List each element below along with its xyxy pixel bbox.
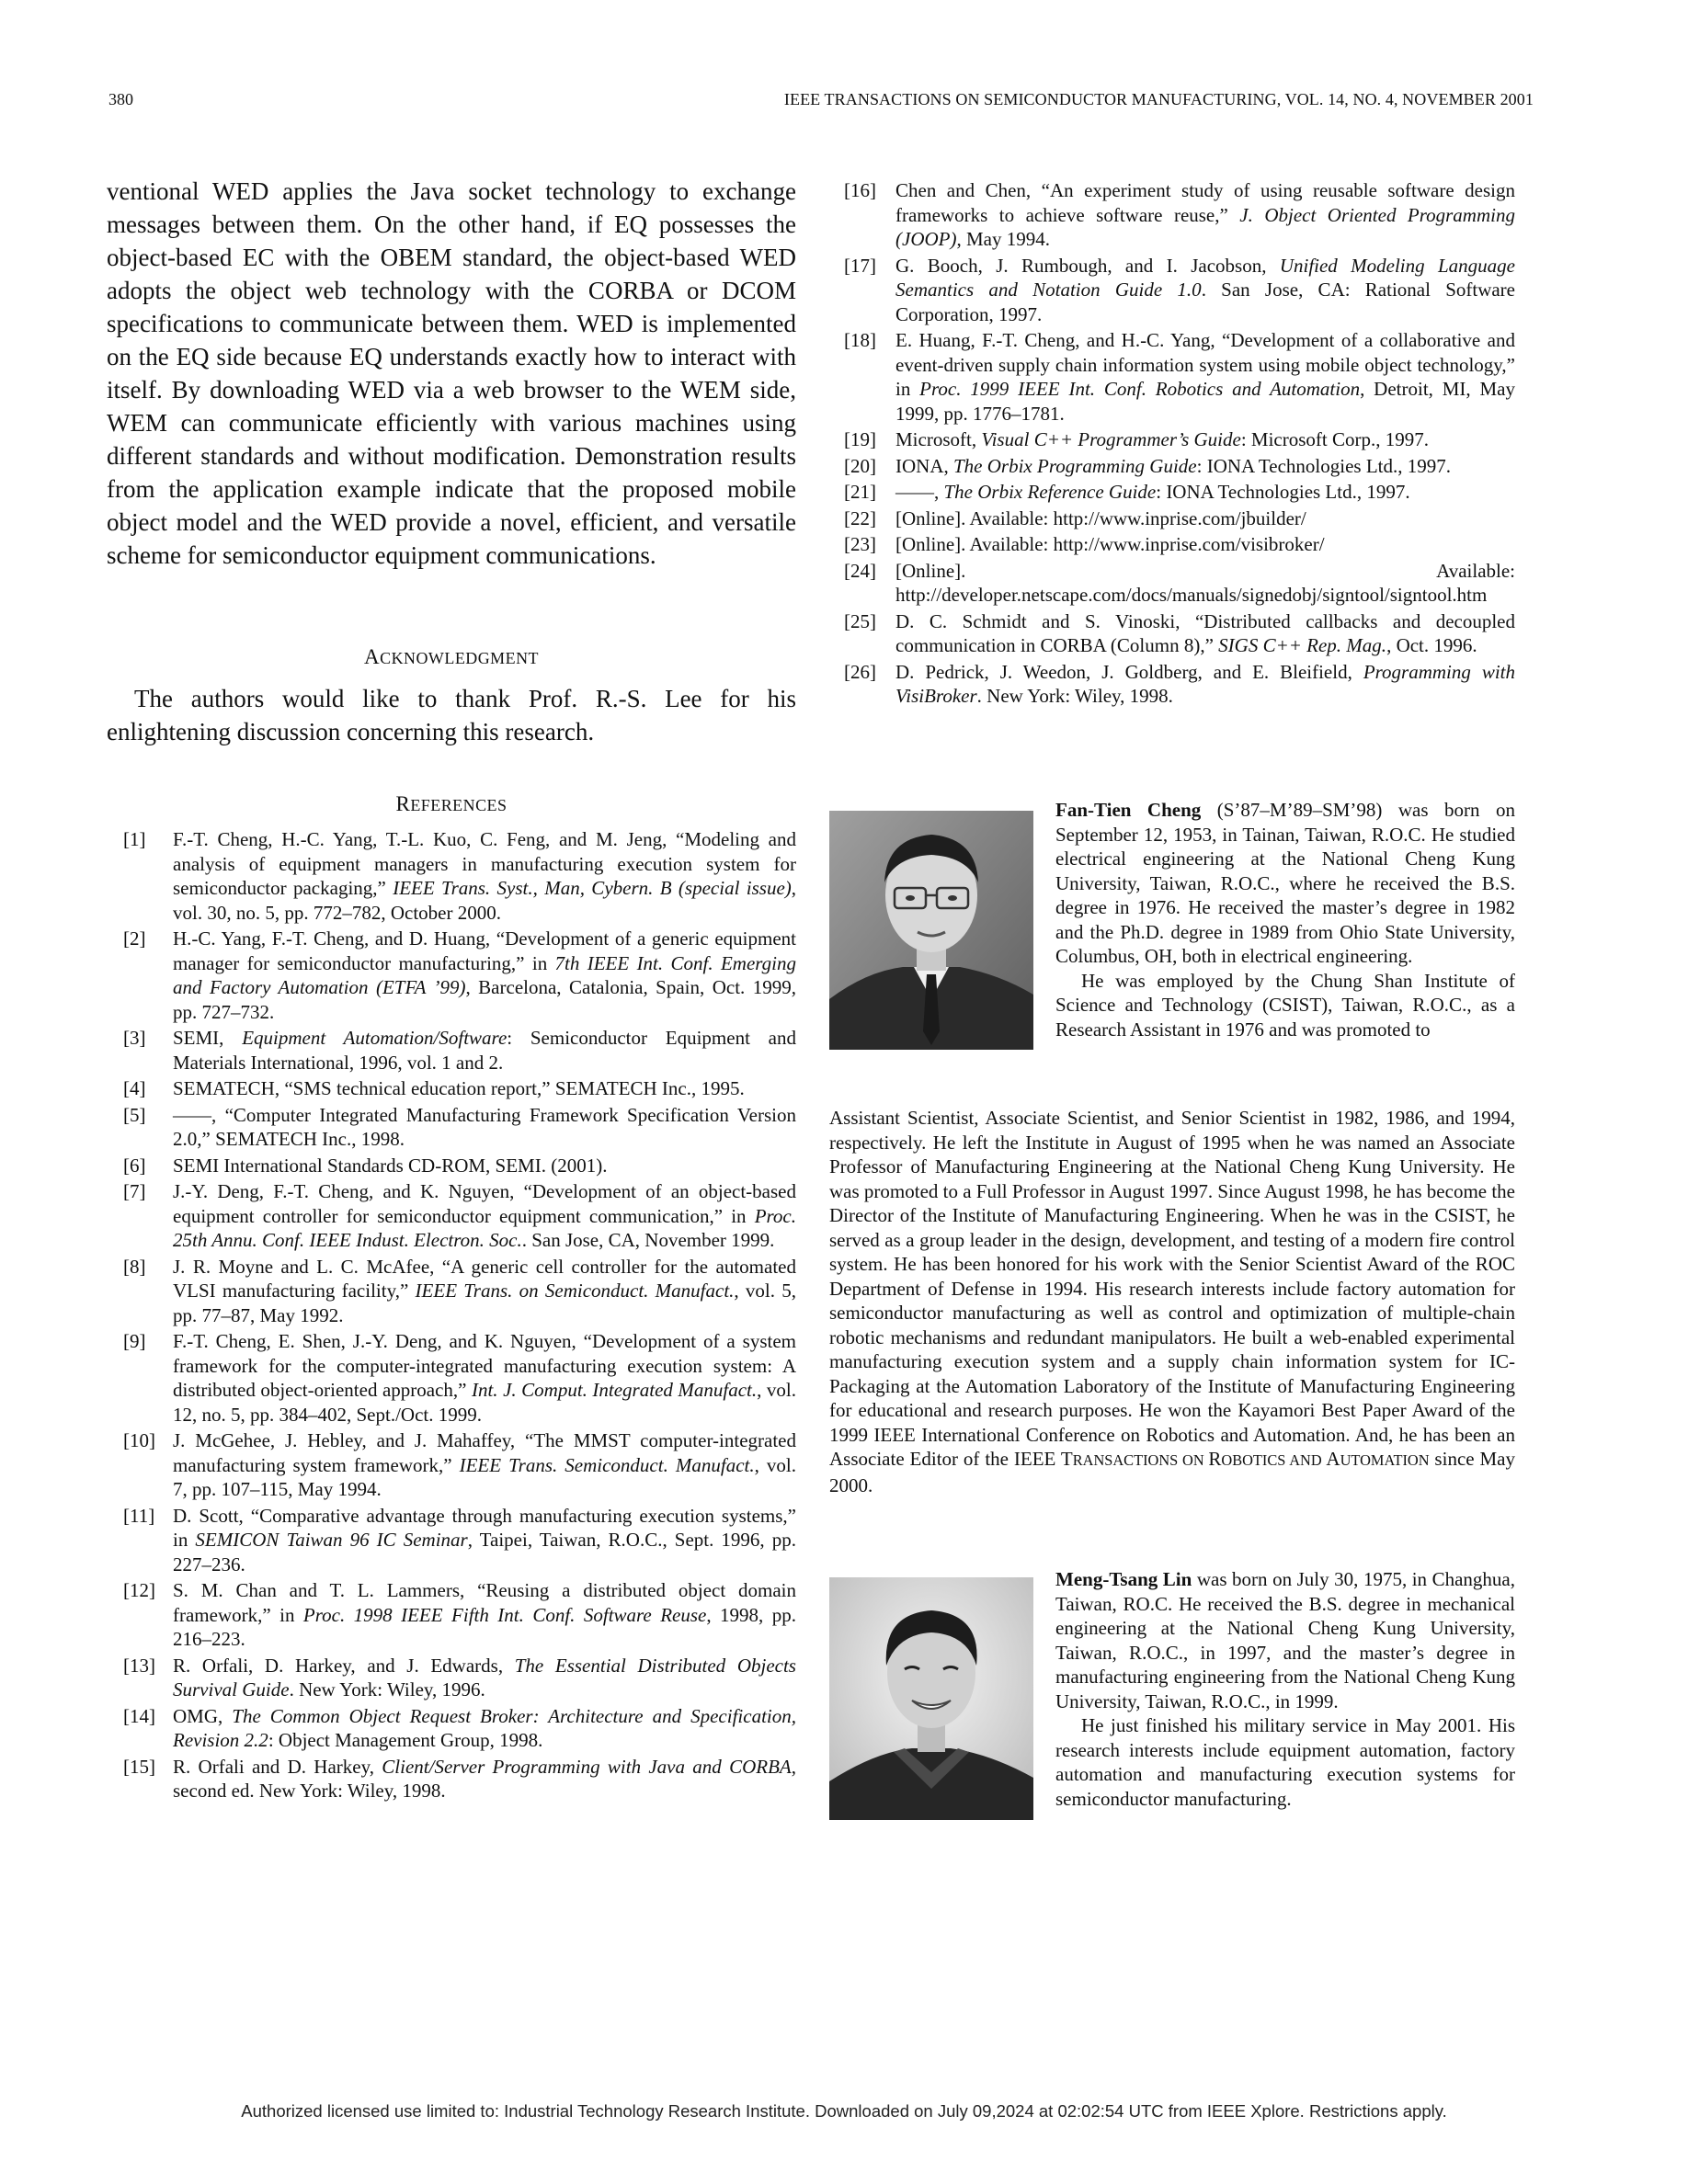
reference-pre: D. Scott, “Comparative advantage through manufacturing execution systems,” in (173, 1504, 796, 1551)
biography-lin (1055, 1567, 1515, 1811)
reference-number: [11] (123, 1504, 155, 1527)
reference-item (844, 254, 1515, 327)
reference-post: , May 1994. (956, 228, 1050, 250)
reference-pre: OMG, (173, 1704, 233, 1727)
reference-item (107, 1103, 796, 1152)
portrait-cheng-graphic (829, 811, 1033, 1050)
reference-ital: The Orbix Reference Guide (943, 481, 1157, 503)
reference-pre: IONA, (895, 454, 953, 477)
reference-pre: D. Pedrick, J. Weedon, J. Goldberg, and E. Bleifield, (895, 660, 1363, 683)
reference-number: [1] (123, 828, 146, 850)
sc-part: ON (1178, 1451, 1209, 1469)
bio-cheng-intro: (S’87–M’89–SM’98) was born on September 12, 1953, in Tainan, Taiwan, R.O.C. He studied electrical engineering at the National Cheng Kung University, Taiwan, R.O.C., where he received the B.S. degree in 1976. He received the master’s degree in 1982 and the Ph.D. degree in 1989 from Ohio State University, Columbus, OH, both in electrical engineering. (1055, 799, 1515, 967)
reference-ital: Client/Server Programming with Java and CORBA (382, 1755, 792, 1778)
reference-pre: Chen and Chen, “An experiment study of using reusable software design frameworks to achieve software reuse,” (895, 179, 1515, 226)
reference-pre: R. Orfali, D. Harkey, and J. Edwards, (173, 1654, 515, 1677)
reference-pre: Microsoft, (895, 428, 982, 450)
bio-lin-para2: He just finished his military service in May 2001. His research interests include equipment automation, factory automation and manufacturing execution systems for semiconductor manufacturing. (1055, 1714, 1515, 1810)
reference-number: [13] (123, 1654, 155, 1677)
reference-item (844, 559, 1515, 608)
bio-lin-intro: was born on July 30, 1975, in Changhua, Taiwan, RO.C. He received the B.S. degree in mechanical engineering at the National Cheng Kung University, Taiwan, R.O.C., in 1997, and the master’s degree in manufacturing engineering from the National Cheng Kung University, Taiwan, R.O.C., in 1999. (1055, 1568, 1515, 1712)
reference-pre: G. Booch, J. Rumbough, and I. Jacobson, (895, 254, 1280, 277)
sc-part: R (1208, 1448, 1222, 1470)
references-list-left (107, 827, 796, 1805)
bio-cheng-para2-top: He was employed by the Chung Shan Institute of Science and Technology (CSIST), Taiwan, R.O.C., as a Research Assistant in 1976 and was promoted to (1055, 969, 1515, 1041)
reference-ital: SEMICON Taiwan 96 IC Seminar (195, 1529, 468, 1551)
reference-item (107, 1504, 796, 1577)
references-list-right (844, 178, 1515, 711)
reference-item (107, 1578, 796, 1652)
reference-pre: SEMATECH, “SMS technical education report,” SEMATECH Inc., 1995. (173, 1077, 745, 1099)
reference-post: , vol. 5, pp. 77–87, May 1992. (173, 1280, 796, 1326)
reference-post: : Microsoft Corp., 1997. (1240, 428, 1429, 450)
reference-item (844, 178, 1515, 252)
reference-number: [24] (844, 559, 876, 582)
reference-number: [4] (123, 1077, 146, 1099)
reference-post: , vol. 7, pp. 107–115, May 1994. (173, 1453, 796, 1500)
reference-number: [17] (844, 254, 876, 277)
reference-pre: [Online]. Available: http://www.inprise.com/visibroker/ (895, 533, 1325, 555)
reference-number: [3] (123, 1027, 146, 1049)
reference-pre: R. Orfali and D. Harkey, (173, 1755, 382, 1778)
reference-post: , vol. 30, no. 5, pp. 772–782, October 2000. (173, 877, 797, 924)
reference-ital: IEEE Trans. on Semiconduct. Manufact. (415, 1280, 735, 1302)
reference-pre: [Online]. Available: http://developer.netscape.com/docs/manuals/signedobj/signtool/signtool.htm (895, 559, 1515, 606)
reference-item (844, 454, 1515, 479)
reference-pre: ——, (895, 481, 944, 503)
reference-post: : Semiconductor Equipment and Materials International, 1996, vol. 1 and 2. (173, 1027, 796, 1074)
reference-post: : IONA Technologies Ltd., 1997. (1156, 481, 1410, 503)
reference-post: , Barcelona, Catalonia, Spain, Oct. 1999, pp. 727–732. (173, 976, 796, 1023)
reference-number: [18] (844, 329, 876, 351)
reference-number: [12] (123, 1579, 155, 1601)
reference-post: . New York: Wiley, 1996. (289, 1678, 485, 1701)
sc-part: T (1060, 1448, 1073, 1470)
reference-number: [6] (123, 1154, 146, 1177)
reference-pre: F.-T. Cheng, E. Shen, J.-Y. Deng, and K. Nguyen, “Development of a system framework for the computer-integrated manufacturing execution system: A distributed object-oriented approach,” (173, 1330, 796, 1401)
reference-number: [10] (123, 1429, 155, 1451)
reference-item (107, 1179, 796, 1253)
ack-heading-initial: A (363, 645, 381, 668)
reference-pre: ——, “Computer Integrated Manufacturing Framework Specification Version 2.0,” SEMATECH Inc., 1998. (173, 1103, 796, 1150)
reference-post: . San Jose, CA, November 1999. (521, 1229, 775, 1251)
reference-number: [23] (844, 533, 876, 555)
author-photo-lin (829, 1577, 1033, 1820)
reference-item (844, 480, 1515, 505)
reference-item (107, 827, 796, 925)
reference-number: [19] (844, 428, 876, 450)
sc-part: RANSACTIONS (1072, 1451, 1179, 1469)
acknowledgment-text: The authors would like to thank Prof. R.-S. Lee for his enlightening discussion concerning this research. (107, 685, 796, 745)
reference-post: , Detroit, MI, May 1999, pp. 1776–1781. (895, 378, 1515, 425)
license-footer: Authorized licensed use limited to: Industrial Technology Research Institute. Downloaded on July 09,2024 at 02:02:54 UTC from IEEE Xplore. Restrictions apply. (241, 2101, 1447, 2121)
reference-post: . New York: Wiley, 1998. (976, 685, 1173, 707)
ref-heading-initial: R (395, 792, 411, 815)
reference-post: , Taipei, Taiwan, R.O.C., Sept. 1996, pp. 227–236. (173, 1529, 796, 1575)
reference-ital: The Essential Distributed Objects Survival Guide (173, 1654, 796, 1701)
reference-number: [9] (123, 1330, 146, 1352)
reference-number: [8] (123, 1255, 146, 1278)
reference-ital: Equipment Automation/Software (242, 1027, 508, 1049)
reference-pre: S. M. Chan and T. L. Lammers, “Reusing a distributed object domain framework,” in (173, 1579, 796, 1626)
reference-item (107, 1704, 796, 1753)
reference-item (107, 1154, 796, 1178)
reference-ital: SIGS C++ Rep. Mag. (1218, 634, 1387, 656)
reference-ital: Programming with VisiBroker (895, 660, 1516, 707)
reference-item (107, 1654, 796, 1702)
sc-part: OBOTICS AND (1221, 1451, 1327, 1469)
biography-cheng-top (1055, 798, 1515, 1041)
reference-post: : IONA Technologies Ltd., 1997. (1196, 454, 1451, 477)
author-name-cheng: Fan-Tien Cheng (1055, 799, 1202, 821)
reference-pre: [Online]. Available: http://www.inprise.com/jbuilder/ (895, 506, 1306, 529)
reference-ital: Proc. 25th Annu. Conf. IEEE Indust. Electron. Soc. (173, 1204, 796, 1251)
biography-cheng-bottom (829, 1106, 1515, 1497)
reference-number: [7] (123, 1180, 146, 1202)
reference-post: , 1998, pp. 216–223. (173, 1603, 796, 1650)
reference-item (107, 1428, 796, 1502)
author-photo-cheng (829, 811, 1033, 1050)
ref-heading-rest: EFERENCES (410, 796, 508, 814)
reference-ital: 7th IEEE Int. Conf. Emerging and Factory Automation (ETFA ’99) (173, 951, 796, 998)
reference-item (844, 609, 1515, 658)
reference-post: , Oct. 1996. (1386, 634, 1477, 656)
reference-ital: Unified Modeling Language Semantics and Notation Guide 1.0 (895, 254, 1515, 301)
reference-item (107, 1755, 796, 1803)
reference-item (107, 1026, 796, 1075)
reference-number: [25] (844, 609, 876, 632)
reference-post: : Object Management Group, 1998. (268, 1729, 543, 1751)
reference-pre: J.-Y. Deng, F.-T. Cheng, and K. Nguyen, “Development of an object-based equipment controller for semiconductor equipment communication,” in (173, 1180, 796, 1227)
reference-number: [20] (844, 454, 876, 477)
portrait-lin-graphic (829, 1577, 1033, 1820)
reference-pre: E. Huang, F.-T. Cheng, and H.-C. Yang, “Development of a collaborative and event-driven supply chain information system using mobile object technology,” in (895, 329, 1515, 400)
reference-ital: Int. J. Comput. Integrated Manufact. (471, 1379, 758, 1401)
reference-number: [26] (844, 660, 876, 683)
reference-pre: H.-C. Yang, F.-T. Cheng, and D. Huang, “Development of a generic equipment manager for semiconductor manufacturing,” in (173, 927, 796, 974)
reference-item (107, 927, 796, 1024)
reference-number: [15] (123, 1755, 155, 1778)
reference-pre: D. C. Schmidt and S. Vinoski, “Distributed callbacks and decoupled communication in CORBA (Column 8),” (895, 609, 1515, 656)
reference-number: [5] (123, 1103, 146, 1126)
reference-ital: The Common Object Request Broker: Architecture and Specification, Revision 2.2 (173, 1704, 796, 1751)
reference-item (107, 1076, 796, 1101)
sc-part: A (1326, 1448, 1340, 1470)
reference-item (107, 1255, 796, 1328)
sc-part: UTOMATION (1340, 1451, 1430, 1469)
body-paragraph: ventional WED applies the Java socket technology to exchange messages between them. On the other hand, if EQ possesses the object-based EC with the OBEM standard, the object-based WED adopts the object web technology with the CORBA or DCOM specifications to communicate between them. WED is implemented on the EQ side because EQ understands exactly how to interact with itself. By downloading WED via a web browser to the WEM side, WEM can communicate efficiently with various machines using different standards and without modification. Demonstration results from the application example indicate that the proposed mobile object model and the WED provide a novel, efficient, and versatile scheme for semiconductor equipment communications. (107, 177, 796, 569)
reference-item (844, 506, 1515, 531)
reference-ital: IEEE Trans. Semiconduct. Manufact. (459, 1453, 755, 1476)
running-head: IEEE TRANSACTIONS ON SEMICONDUCTOR MANUFACTURING, VOL. 14, NO. 4, NOVEMBER 2001 (783, 90, 1534, 108)
reference-ital: Proc. 1998 IEEE Fifth Int. Conf. Software Reuse (302, 1603, 707, 1626)
author-name-lin: Meng-Tsang Lin (1055, 1568, 1192, 1590)
reference-ital: Proc. 1999 IEEE Int. Conf. Robotics and Automation (919, 378, 1361, 400)
reference-pre: F.-T. Cheng, H.-C. Yang, T.-L. Kuo, C. Feng, and M. Jeng, “Modeling and analysis of equipment managers in manufacturing execution system for semiconductor packaging,” (173, 828, 796, 899)
reference-number: [14] (123, 1704, 155, 1727)
reference-number: [2] (123, 927, 146, 950)
reference-pre: SEMI, (173, 1027, 243, 1049)
reference-item (844, 660, 1515, 709)
bio-cheng-tail: since May 2000. (829, 1448, 1515, 1496)
reference-post: , vol. 12, no. 5, pp. 384–402, Sept./Oct. 1999. (173, 1379, 796, 1426)
reference-ital: Visual C++ Programmer’s Guide (981, 428, 1241, 450)
reference-number: [22] (844, 506, 876, 529)
reference-item (107, 1329, 796, 1427)
reference-pre: SEMI International Standards CD-ROM, SEMI. (2001). (173, 1154, 608, 1177)
ack-heading-rest: CKNOWLEDGMENT (380, 649, 540, 667)
page-number: 380 (108, 90, 133, 108)
reference-number: [21] (844, 481, 876, 503)
reference-pre: J. McGehee, J. Hebley, and J. Mahaffey, “The MMST computer-integrated manufacturing system framework,” (173, 1429, 796, 1476)
reference-item (844, 532, 1515, 557)
reference-ital: J. Object Oriented Programming (JOOP) (895, 203, 1515, 250)
reference-ital: IEEE Trans. Syst., Man, Cybern. B (special issue) (393, 877, 792, 899)
bio-cheng-journal-sc (1061, 1448, 1430, 1470)
bio-cheng-para2-bottom: Assistant Scientist, Associate Scientist, and Senior Scientist in 1982, 1986, and 1994, respectively. He left the Institute in August of 1995 when he was named an Associate Professor of Manufacturing Engineering at the National Cheng Kung University. He was promoted to a Full Professor in August 1997. Since August 1998, he has become the Director of the Institute of Manufacturing Engineering. When he was in the CSIST, he served as a group leader in the design, development, and testing of a modern fire control system. He has been honored for his work with the Senior Scientist Award of the ROC Department of Defense in 1994. His research interests include factory automation for semiconductor manufacturing as well as control and optimization of multiple-chain robotic mechanisms and redundant manipulators. He built a web-enabled experimental manufacturing execution system and a supply chain information system for IC-Packaging at the Automation Laboratory of the Institute of Manufacturing Engineering for educational and research purposes. He won the Kayamori Best Paper Award of the 1999 IEEE International Conference on Robotics and Automation. And, he has been an Associate Editor of the IEEE (829, 1107, 1516, 1470)
reference-item (844, 427, 1515, 452)
acknowledgment-heading (107, 645, 796, 669)
reference-pre: J. R. Moyne and L. C. McAfee, “A generic cell controller for the automated VLSI manufacturing facility,” (173, 1255, 796, 1302)
reference-post: . San Jose, CA: Rational Software Corporation, 1997. (895, 279, 1515, 325)
reference-post: , second ed. New York: Wiley, 1998. (173, 1755, 796, 1802)
reference-item (844, 328, 1515, 426)
references-heading (107, 792, 796, 816)
reference-number: [16] (844, 179, 876, 201)
reference-ital: The Orbix Programming Guide (953, 454, 1197, 477)
